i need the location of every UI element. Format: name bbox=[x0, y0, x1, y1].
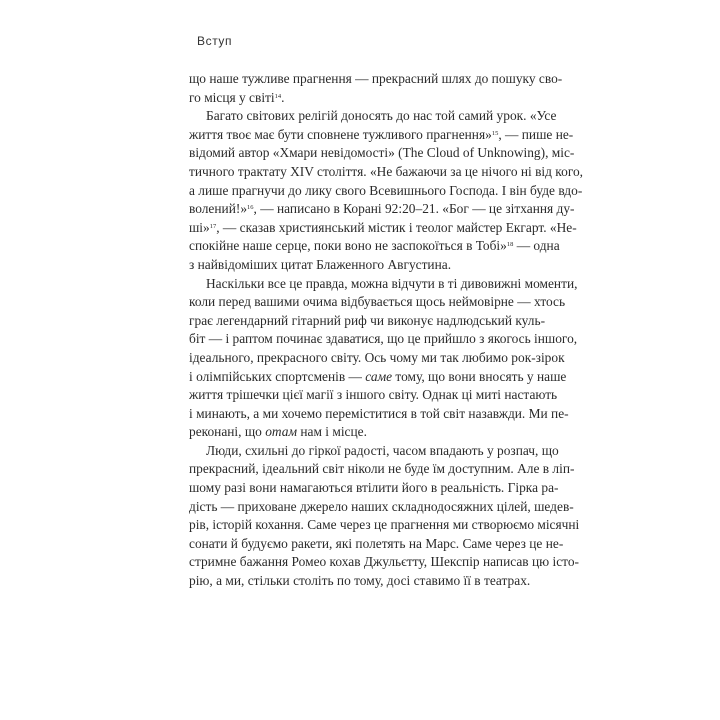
text-line: Багато світових релігій доносять до нас той самий урок. «Усе bbox=[206, 108, 557, 124]
paragraph bbox=[189, 442, 580, 591]
text-line: реконані, що отам нам і місце. bbox=[189, 424, 367, 440]
text-line: і минають, а ми хочемо переміститися в той світ назавжди. Ми пе- bbox=[189, 405, 569, 421]
text-line: стримне бажання Ромео кохав Джульєтту, Шекспір написав цю істо- bbox=[189, 554, 579, 570]
text-line: сонати й будуємо ракети, які полетять на Марс. Саме через це не- bbox=[189, 535, 564, 551]
text-line: тичного трактату XIV століття. «Не бажаючи за це нічого ні від кого, bbox=[189, 163, 584, 179]
text-line: прекрасний, ідеальний світ ніколи не буде їм доступним. Але в ліп- bbox=[189, 461, 575, 477]
text-line: Наскільки все це правда, можна відчути в ті дивовижні моменти, bbox=[206, 275, 578, 291]
footnote-marker: 16 bbox=[247, 204, 254, 212]
text-line: волений!»$^{16}$, — написано в Корані 92:20–21. «Бог — це зітхання ду- bbox=[189, 201, 575, 217]
text-line: коли перед вашими очима відбувається щось неймовірне — хтось bbox=[189, 294, 566, 310]
text-line: Люди, схильні до гіркої радості, часом впадають у розпач, що bbox=[206, 442, 559, 458]
footnote-marker: 17 bbox=[209, 222, 217, 230]
text-line: го місця у світі$^{14}$. bbox=[189, 89, 285, 105]
text-line: ші»$^{17}$, — сказав християнський містик і теолог майстер Екгарт. «Не- bbox=[189, 219, 577, 235]
text-line: біт — і раптом починає здаватися, що це прийшло з якогось іншого, bbox=[189, 331, 578, 347]
text-line: дість — приховане джерело наших складнодосяжних цілей, шедев- bbox=[189, 498, 574, 514]
text-line: життя трішечки цієї магії з іншого світу. Однак ці миті настають bbox=[189, 387, 558, 403]
text-line: рію, а ми, стільки століть по тому, досі ставимо її в театрах. bbox=[189, 573, 531, 589]
text-line: грає легендарний гітарний риф чи виконує надлюдський куль- bbox=[189, 312, 546, 328]
paragraph bbox=[189, 275, 578, 442]
text-line: що наше тужливе прагнення — прекрасний шлях до пошуку сво- bbox=[189, 71, 563, 86]
body-text bbox=[189, 70, 584, 591]
text-line: шому разі вони намагаються втілити його в реальність. Гірка ра- bbox=[189, 480, 559, 496]
running-head: Вступ bbox=[197, 34, 233, 48]
footnote-marker: 14 bbox=[274, 92, 282, 100]
text-line: рів, історій кохання. Саме через це прагнення ми створюємо місячні bbox=[189, 517, 580, 533]
footnote-marker: 15 bbox=[491, 129, 499, 137]
text-line: спокійне наше серце, поки воно не заспокоїться в Тобі»$^{18}$ — одна bbox=[189, 238, 560, 254]
text-line: а лише прагнучи до лику свого Всевишнього Господа. І він буде вдо- bbox=[189, 182, 583, 198]
paragraph bbox=[189, 107, 584, 274]
text-line: ідеального, прекрасного світу. Ось чому ми так любимо рок-зірок bbox=[189, 349, 565, 365]
text-line: життя твоє має бути сповнене тужливого прагнення»$^{15}$, — пише не- bbox=[189, 126, 574, 142]
text-line: і олімпійських спортсменів — саме тому, що вони вносять у наше bbox=[189, 368, 567, 384]
paragraph bbox=[189, 70, 563, 107]
emphasis: отам bbox=[265, 424, 297, 440]
text-line: відомий автор «Хмари невідомості» (The Cloud of Unknowing), міс- bbox=[189, 145, 575, 161]
footnote-marker: 18 bbox=[506, 241, 514, 249]
text-line: з найвідоміших цитат Блаженного Августина. bbox=[189, 256, 452, 272]
emphasis: саме bbox=[365, 368, 393, 384]
